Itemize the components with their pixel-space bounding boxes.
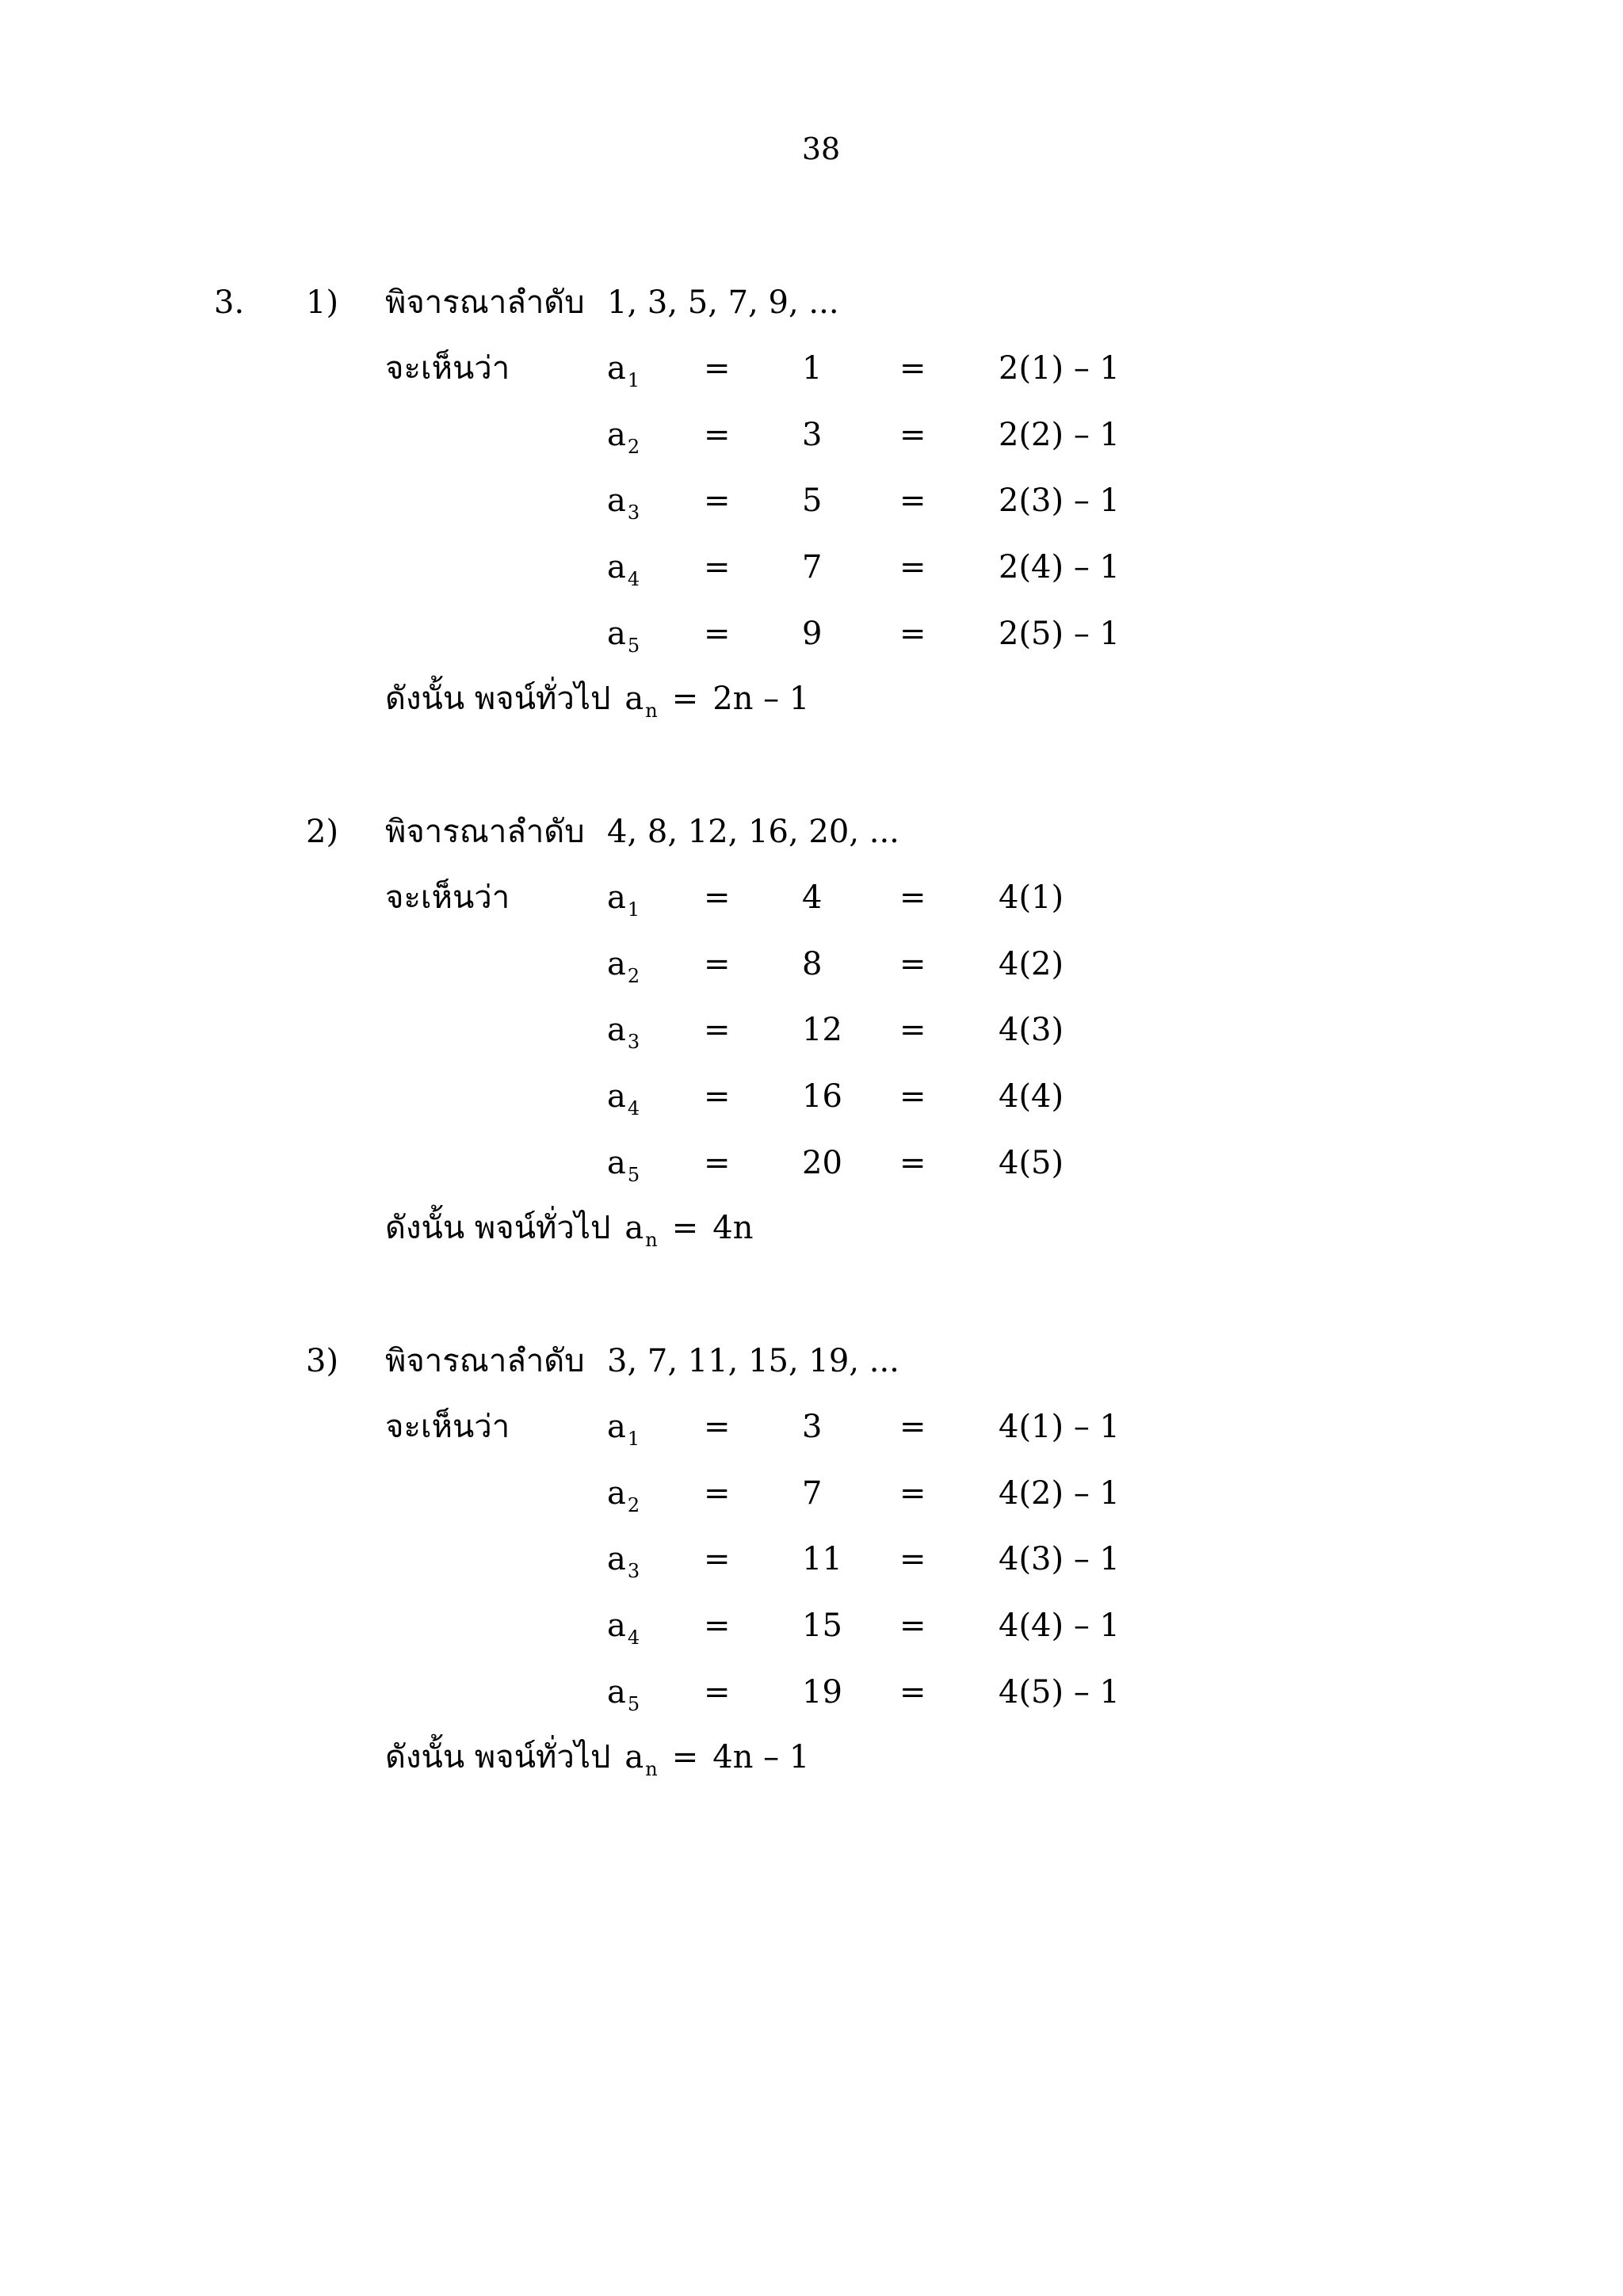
term-row: [0, 1470, 1623, 1517]
term: $a_3$: [607, 1012, 640, 1053]
term-expression: 4(1) – 1: [999, 1409, 1120, 1445]
term-value: 15: [802, 1608, 842, 1644]
term-row: [0, 874, 1623, 921]
term: $a_4$: [607, 1608, 640, 1649]
equals-sign: =: [899, 1608, 926, 1644]
equals-sign: =: [899, 616, 926, 652]
term: $a_3$: [607, 1541, 640, 1582]
see-label: จะเห็นว่า: [385, 350, 510, 387]
term-expression: 2(1) – 1: [999, 350, 1120, 387]
term-row: [0, 1006, 1623, 1054]
problem-section-2: [0, 808, 1623, 1283]
consider-label: พิจารณาลำดับ: [385, 1343, 585, 1379]
term: $a_5$: [607, 616, 640, 657]
term-expression: 4(5) – 1: [999, 1674, 1120, 1711]
equals-sign: =: [899, 482, 926, 519]
equals-sign: =: [704, 350, 731, 387]
term-value: 3: [802, 1409, 823, 1445]
term-value: 7: [802, 549, 823, 585]
see-label: จะเห็นว่า: [385, 1409, 510, 1445]
term: $a_1$: [607, 1409, 640, 1450]
term: $a_4$: [607, 549, 640, 590]
sequence: 4, 8, 12, 16, 20, ...: [607, 814, 899, 850]
term: $a_3$: [607, 482, 640, 524]
general-term-formula: 4n – 1: [712, 1739, 810, 1775]
item-number: 2): [306, 814, 339, 850]
term-value: 11: [802, 1541, 842, 1577]
item-number: 1): [306, 284, 339, 321]
term-value: 9: [802, 616, 823, 652]
equals-sign: =: [899, 549, 926, 585]
equals-sign: =: [704, 1078, 731, 1115]
term-expression: 4(4): [999, 1078, 1064, 1115]
term-value: 12: [802, 1012, 842, 1048]
equals-sign: =: [899, 1078, 926, 1115]
equals-sign: =: [704, 1475, 731, 1512]
term-value: 4: [802, 879, 823, 916]
term-row: [0, 610, 1623, 658]
sequence: 1, 3, 5, 7, 9, ...: [607, 284, 839, 321]
term: $a_5$: [607, 1145, 640, 1186]
term-row: [0, 345, 1623, 392]
equals-sign: =: [899, 350, 926, 387]
equals-sign: =: [704, 1012, 731, 1048]
conclusion-label: ดังนั้น พจน์ทั่วไป: [385, 1210, 611, 1246]
term-row: [0, 1403, 1623, 1451]
item-number: 3): [306, 1343, 339, 1379]
term-value: 3: [802, 417, 823, 453]
term: $a_5$: [607, 1674, 640, 1715]
general-term-symbol: $a_n$: [624, 1739, 658, 1780]
equals-sign: =: [704, 946, 731, 982]
term-expression: 2(5) – 1: [999, 616, 1120, 652]
term-row: [0, 1139, 1623, 1187]
term: $a_1$: [607, 350, 640, 391]
term-expression: 4(2) – 1: [999, 1475, 1120, 1512]
equals-sign: =: [899, 946, 926, 982]
term: $a_2$: [607, 946, 640, 987]
term-row: [0, 1073, 1623, 1120]
equals-sign: =: [671, 1739, 699, 1775]
general-term-conclusion: [385, 1733, 809, 1785]
term-expression: 2(2) – 1: [999, 417, 1120, 453]
equals-sign: =: [671, 681, 699, 717]
see-label: จะเห็นว่า: [385, 879, 510, 916]
term-value: 8: [802, 946, 823, 982]
page-number: 38: [801, 132, 841, 166]
term-row: [0, 1669, 1623, 1716]
problem-section-3: [0, 1337, 1623, 1813]
term-row: [0, 477, 1623, 524]
term-row: [0, 411, 1623, 459]
term-row: [0, 1602, 1623, 1650]
sequence: 3, 7, 11, 15, 19, ...: [607, 1343, 899, 1379]
term-value: 1: [802, 350, 823, 387]
term-expression: 4(3) – 1: [999, 1541, 1120, 1577]
equals-sign: =: [899, 1674, 926, 1711]
general-term-symbol: $a_n$: [624, 1210, 658, 1251]
term-expression: 4(1): [999, 879, 1064, 916]
conclusion-label: ดังนั้น พจน์ทั่วไป: [385, 681, 611, 717]
equals-sign: =: [704, 1674, 731, 1711]
term: $a_4$: [607, 1078, 640, 1119]
term: $a_2$: [607, 417, 640, 458]
equals-sign: =: [704, 482, 731, 519]
equals-sign: =: [899, 417, 926, 453]
consider-label: พิจารณาลำดับ: [385, 284, 585, 321]
general-term-symbol: $a_n$: [624, 681, 658, 722]
general-term-formula: 4n: [712, 1210, 754, 1246]
equals-sign: =: [899, 1145, 926, 1181]
term: $a_2$: [607, 1475, 640, 1516]
equals-sign: =: [704, 1409, 731, 1445]
general-term-conclusion: [385, 1204, 753, 1256]
equals-sign: =: [704, 1145, 731, 1181]
term-expression: 4(4) – 1: [999, 1608, 1120, 1644]
problem-section-1: [0, 279, 1623, 754]
term: $a_1$: [607, 879, 640, 921]
equals-sign: =: [704, 549, 731, 585]
term-expression: 4(3): [999, 1012, 1064, 1048]
equals-sign: =: [704, 616, 731, 652]
equals-sign: =: [899, 1475, 926, 1512]
term-row: [0, 940, 1623, 988]
term-value: 16: [802, 1078, 842, 1115]
equals-sign: =: [704, 417, 731, 453]
term-expression: 2(4) – 1: [999, 549, 1120, 585]
term-value: 20: [802, 1145, 842, 1181]
equals-sign: =: [899, 1409, 926, 1445]
equals-sign: =: [704, 879, 731, 916]
general-term-formula: 2n – 1: [712, 681, 810, 717]
equals-sign: =: [704, 1608, 731, 1644]
equals-sign: =: [671, 1210, 699, 1246]
equals-sign: =: [899, 1012, 926, 1048]
term-row: [0, 1535, 1623, 1583]
term-row: [0, 543, 1623, 591]
general-term-conclusion: [385, 675, 809, 727]
term-expression: 4(5): [999, 1145, 1064, 1181]
term-value: 7: [802, 1475, 823, 1512]
term-value: 19: [802, 1674, 842, 1711]
question-number: 3.: [214, 284, 245, 321]
equals-sign: =: [704, 1541, 731, 1577]
conclusion-label: ดังนั้น พจน์ทั่วไป: [385, 1739, 611, 1775]
term-expression: 4(2): [999, 946, 1064, 982]
term-value: 5: [802, 482, 823, 519]
consider-label: พิจารณาลำดับ: [385, 814, 585, 850]
term-expression: 2(3) – 1: [999, 482, 1120, 519]
equals-sign: =: [899, 1541, 926, 1577]
equals-sign: =: [899, 879, 926, 916]
